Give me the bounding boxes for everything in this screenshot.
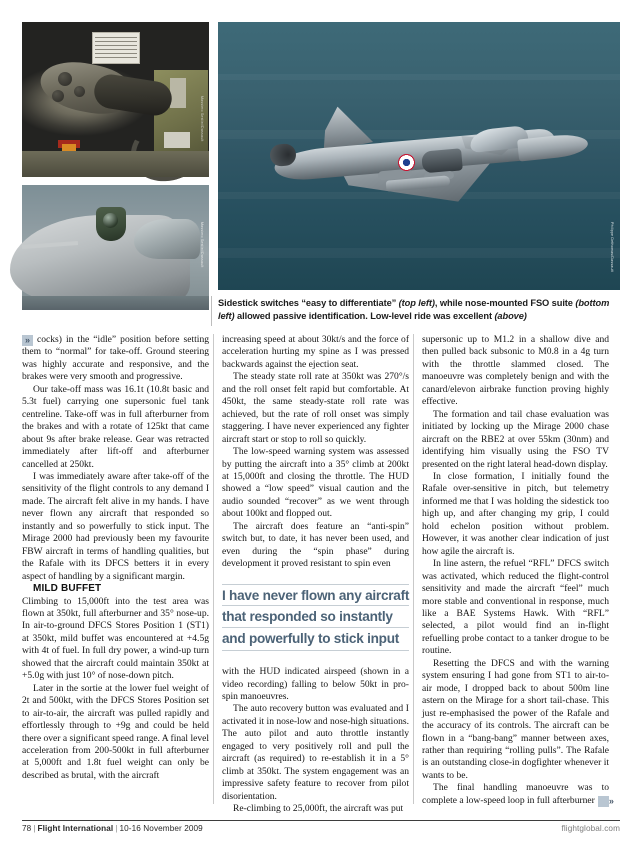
- paragraph: increasing speed at about 30kt/s and the force of acceleration hurting my spine as I was pressed backwards against the ejection seat.: [222, 334, 409, 370]
- photo-block: [0, 0, 643, 330]
- pull-quote-line: and powerfully to stick input: [222, 627, 409, 652]
- paragraph: The formation and tail chase evaluation was initiated by locking up the Mirage 2000 chase aircraft on the RBE2 at over 55km (30nm) and identifying him visually using the FSO TV presented on the right lateral head-down display.: [422, 408, 609, 470]
- issue-date: 10-16 November 2009: [119, 824, 203, 833]
- rafale-in-flight-photo: [218, 22, 620, 290]
- caption-text-3: allowed passive identification. Low-level ride was excellent: [234, 311, 495, 322]
- section-subheading: MILD BUFFET: [33, 583, 102, 595]
- footer-separator: |: [33, 824, 36, 833]
- sea-texture-band: [218, 248, 620, 258]
- caption-text-2: , while nose-mounted FSO suite: [434, 298, 576, 308]
- paragraph: I was immediately aware after take-off of the sensitivity of the flight controls to any demand I made. The aircraft felt alive in my hands. I have never flown any aircraft that responded so instantly and so powerfully to stick input. The Mirage 2000 had previously been my favourite FBW aircraft in terms of handling qualities, but the Rafale with its DFCS betters it in every aspect of handling by a significant margin.: [22, 470, 209, 582]
- paragraph: The auto recovery button was evaluated and I activated it in nose-low and nose-high situations. The auto pilot and auto throttle instantly engaged to very positively roll and pull the aircraft (as required) to re-establish it in a 5° climb at 350kt. The system engagement was an impressive safety feature to recover from pilot disorientation.: [222, 703, 409, 802]
- sidestick-switch-1: [58, 72, 72, 86]
- pull-quote: [222, 584, 409, 652]
- paragraph: with the HUD indicated airspeed (shown in a video recording) falling to below 50kt in pro-spin manoeuvres.: [222, 666, 409, 703]
- text-column-3: [422, 334, 614, 812]
- photo-caption: [218, 297, 620, 324]
- publication-name: Flight International: [37, 824, 114, 833]
- paragraph: The aircraft does feature an “anti-spin” switch but, to date, it has never been used, and even during the “spin phase” during development it proved resistant to spin even: [222, 520, 409, 570]
- paragraph: supersonic up to M1.2 in a shallow dive and then pulled back subsonic to M0.8 in a 4g turn with the throttle slammed closed. The manoeuvre was completely benign and with the canard/elevon airbrake function proving highly effective.: [422, 334, 609, 408]
- page-number: 78: [22, 824, 32, 833]
- cockpit-floor: [22, 151, 209, 177]
- pull-quote-line: I have never flown any aircraft: [222, 584, 409, 606]
- rafale-aircraft: [274, 98, 574, 208]
- sidestick-switch-2: [52, 90, 64, 102]
- continuation-mark-icon: »: [22, 335, 33, 346]
- caption-italic-3: (above): [494, 311, 527, 322]
- paragraph: Re-climbing to 25,000ft, the aircraft was put: [233, 803, 404, 815]
- paragraph: Climbing to 15,000ft into the test area was flown at 350kt, full afterburner and 35° nose-up. In air-to-ground DFCS Stores Position 1 (ST1) at 350kt, mild buffet was encountered at +4.5g with 4t of fuel. In full dry power, a wind-up turn showed that the aircraft could maintain 350kt at +5.0g with just 10° of nose-down pitch.: [22, 595, 209, 682]
- continued-mark-icon: »: [598, 796, 609, 807]
- sea-texture-band: [218, 74, 620, 80]
- paragraph: [22, 334, 209, 384]
- paragraph: In close formation, I initially found the Rafale over-sensitive in pitch, but telemetry informed me that I was holding the sidestick too high up, and after changing my grip, I could hold echelon position without problem. However, it was another clear indication of just how agile the aircraft is.: [422, 470, 609, 557]
- fso-turret: [96, 207, 126, 241]
- engine-intake: [421, 148, 463, 173]
- footer-divider: [22, 820, 620, 821]
- footer-separator: |: [115, 824, 118, 833]
- footer-website: flightglobal.com: [561, 824, 620, 833]
- rafale-photo-credit: Philippe Dethomas/Dassault: [610, 222, 614, 272]
- paragraph: Our take-off mass was 16.1t (10.8t basic and 5.3t fuel) carrying one supersonic fuel tank centreline. Take-off was in full afterburner from the brakes and with a rotate of 125kt that came about 9s after brake release. Gear was retracted immediately after lift-off and afterburner cancelled at 250kt.: [22, 383, 209, 470]
- paragraph: Later in the sortie at the lower fuel weight of 2t and 500kt, with the DFCS Stores Position set to air-to-air, the aircraft was pulled rapidly and effortlessly through to +9g and could be held there over a significant speed range. A final level acceleration from 200-500kt in full afterburner at 5,000ft and 1.8t fuel weight can only be described as brutal, with the aircraft: [22, 682, 209, 781]
- paragraph-text: The final handling manoeuvre was to complete a low-speed loop in full afterburner: [422, 782, 609, 806]
- caption-italic-1: (top left): [398, 298, 435, 308]
- paragraph: In line astern, the refuel “RFL” DFCS switch was activated, which reduced the flight-control sensitivity and made the aircraft “feel” much more stable and conventional in response, much like a BAE Systems Hawk. With “RFL” selected, a pilot would find an in-flight refuelling probe contact to a tanker drogue to be routine.: [422, 558, 609, 657]
- sidestick-photo-credit: Massimo Sestini/Dassault: [200, 96, 204, 142]
- caption-text-1: Sidestick switches “easy to differentiate”: [218, 298, 399, 308]
- text-column-1: [22, 334, 209, 812]
- footer-publication-info: [22, 824, 203, 833]
- aircraft-canopy: [134, 219, 200, 259]
- cockpit-connector: [164, 132, 190, 148]
- caption-italic-2: (bottom left): [218, 298, 610, 322]
- cockpit-placard: [92, 32, 140, 64]
- apron-ground: [22, 296, 209, 310]
- paragraph: Resetting the DFCS and with the warning system ensuring I had gone from ST1 to air-to-air mode, I dropped back to about 500m line astern on the Mirage for a short tail-chase. This just re-emphasised the power of the Rafale and the accuracy of its controls. The aircraft can be flown in a “bang-bang” manner between axes, rather than requiring “rolling pulls”. The Rafale is an outstanding close-in dogfighter whenever it wants to be.: [422, 657, 609, 781]
- page-footer: [22, 824, 620, 833]
- paragraph: [422, 782, 614, 807]
- paragraph-text: cocks) in the “idle” position before setting them to “normal” for take-off. Ground steering was highly accurate and responsive, and the brakes were very smooth and progressive.: [22, 334, 209, 383]
- nose-mounted-fso-photo: [22, 185, 209, 310]
- paragraph: The low-speed warning system was assessed by putting the aircraft into a 35° climb at 200kt at 15,000ft and closing the throttle. The HUD showed a “low speed” visual caution and the audio sounded “recover” as we went through about 100kt and flopped out.: [222, 446, 409, 520]
- cockpit-orange-lever: [62, 144, 76, 151]
- body-columns: [22, 334, 622, 815]
- sidestick-switch-3: [74, 86, 85, 97]
- cockpit-sidestick-photo: [22, 22, 209, 177]
- caption-divider: [211, 296, 212, 326]
- paragraph: The steady state roll rate at 350kt was 270°/s and the roll onset felt rapid but comfortable. At 450kt, the same steady-state roll rate was achieved, but the rate of roll onset was simply staggering. I have never experienced any fighter aircraft start or stop to roll so quickly.: [222, 371, 409, 445]
- fso-photo-credit: Massimo Sestini/Dassault: [200, 222, 204, 268]
- text-column-2: [222, 334, 410, 815]
- pull-quote-line: that responded so instantly: [222, 605, 409, 627]
